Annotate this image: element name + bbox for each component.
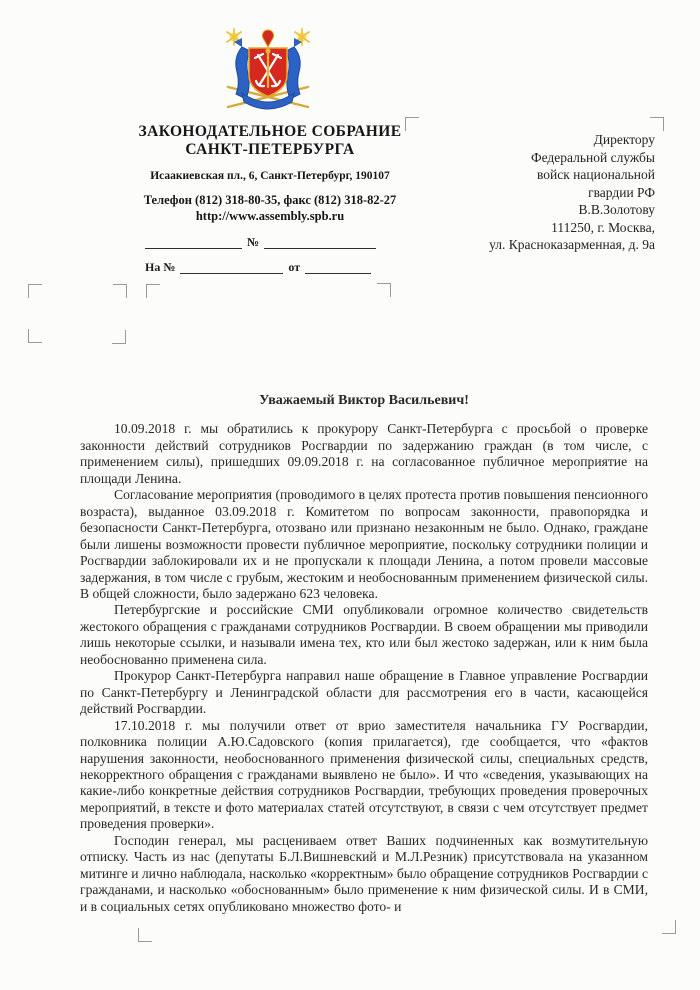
corner-mark	[377, 283, 391, 297]
org-name-line2: САНКТ-ПЕТЕРБУРГА	[185, 141, 355, 158]
corner-mark	[28, 284, 42, 298]
corner-mark	[28, 329, 42, 343]
coat-of-arms	[212, 27, 324, 119]
body-paragraph: Господин генерал, мы расцениваем ответ Ваших подчиненных как возмутительную отписку. Часть из нас (депутаты Б.Л.Вишневский и М.Л.Резник) присутствовала на указанном митинге и лично наблюдала, насколько «корректным» было обращение сотрудников Росгвардии с гражданами, и насколько «обоснованным» было применение к ним физической силы. И в СМИ, и в социальных сетях опубликовано множество фото- и	[80, 832, 648, 914]
body-paragraph: Согласование мероприятия (проводимого в целях протеста против повышения пенсионного возраста), выданное 03.09.2018 г. Комитетом по вопросам законности, правопорядка и безопасности Санкт-Петербурга, отозвано или признано незаконным не было. Однако, граждане были лишены возможности провести публичное мероприятие, поскольку сотрудники полиции и Росгвардии заблокировали их и не пропускали к площади Ленина, а потом провели массовые задержания, в том числе с грубым, жестоким и необоснованным применением физической силы. В общей сложности, было задержано 623 человека.	[80, 487, 648, 601]
addressee-line: Директору	[593, 132, 655, 147]
corner-mark	[138, 928, 152, 942]
addressee-line: гвардии РФ	[588, 184, 655, 200]
body-paragraph: Прокурор Санкт-Петербурга направил наше обращение в Главное управление Росгвардии по Санкт-Петербургу и Ленинградской области для рассмотрения его в части, касающейся действий Росгвардии.	[80, 668, 648, 717]
addressee-block	[355, 131, 655, 254]
org-address: Исаакиевская пл., 6, Санкт-Петербург, 190107	[150, 170, 390, 182]
org-website: http://www.assembly.spb.ru	[195, 209, 345, 223]
addressee-line: В.В.Золотову	[578, 202, 655, 217]
date-label: от	[288, 260, 301, 274]
corner-mark	[146, 284, 160, 298]
org-name-line1: ЗАКОНОДАТЕЛЬНОЕ СОБРАНИЕ	[138, 123, 402, 140]
reply-number-blank-rule	[180, 262, 283, 274]
body-paragraph: 10.09.2018 г. мы обратились к прокурору Санкт-Петербурга с просьбой о проверке законности действий сотрудников Росгвардии по задержанию граждан (в том числе, с применением силы), пришедших 09.09.2018 г. на согласованное публичное мероприятие на площади Ленина.	[80, 421, 648, 486]
corner-mark	[113, 284, 127, 298]
reply-label: На №	[145, 260, 176, 274]
letter-body	[80, 393, 648, 915]
number-blank-rule	[264, 237, 376, 249]
date-blank-rule	[145, 237, 242, 249]
org-phone: Телефон (812) 318-80-35, факс (812) 318-82-27	[143, 193, 397, 207]
body-paragraph: Петербургские и российские СМИ опубликовали огромное количество свидетельств жестокого обращения с гражданами сотрудников Росгвардии. В своем обращении мы приводили лишь некоторые ссылки, и называли имена тех, кто или был жестоко задержан, или к ним была необоснованно применена сила.	[80, 602, 648, 667]
corner-mark	[112, 330, 126, 344]
corner-mark	[650, 117, 664, 131]
addressee-line: Федеральной службы	[530, 149, 655, 165]
addressee-line: войск национальной	[536, 167, 655, 182]
outgoing-number-line	[145, 236, 376, 249]
corner-mark	[662, 920, 676, 934]
addressee-line: 111250, г. Москва,	[551, 219, 655, 235]
salutation: Уважаемый Виктор Васильевич!	[259, 393, 469, 408]
reply-date-blank-rule	[305, 262, 371, 274]
reply-number-line	[145, 261, 371, 274]
addressee-line: ул. Красноказарменная, д. 9а	[489, 237, 655, 252]
body-paragraph: 17.10.2018 г. мы получили ответ от врио заместителя начальника ГУ Росгвардии, полковника полиции А.Ю.Садовского (копия прилагается), где сообщается, что «фактов нарушения законности, необоснованного применения физической силы, специальных средств, некорректного обращения с гражданами выявлено не было». И что «сведения, указывающих на какие-либо конкретные действия сотрудников Росгвардии, требующих проведения проверочных мероприятий, в тексте и фото материалах статей отсутствуют, в связи с чем отсутствует предмет проведения проверки».	[80, 717, 648, 832]
saint-petersburg-crest-icon	[212, 27, 324, 119]
number-label: №	[247, 235, 260, 249]
corner-mark	[405, 117, 419, 131]
